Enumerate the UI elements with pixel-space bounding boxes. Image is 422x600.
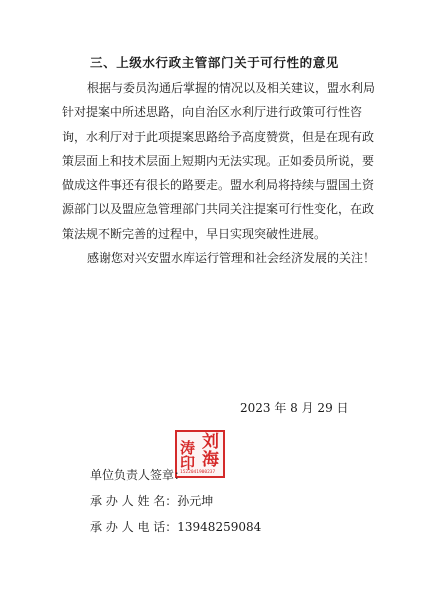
seal-char: 印 <box>180 454 196 472</box>
seal-char: 刘 <box>202 432 219 452</box>
body-text <box>62 76 394 270</box>
handler-name-row <box>90 492 213 509</box>
paragraph-line: 做成这件事还有很长的路要走。盟水利局将持续与盟国土资 <box>62 178 375 193</box>
handler-name-value: 孙元坤 <box>177 494 214 508</box>
leader-signature-row <box>90 466 186 483</box>
handler-name-label: 承 办 人 姓 名： <box>90 494 178 508</box>
seal-char: 海 <box>202 450 219 470</box>
paragraph-line: 询，水利厅对于此项提案思路给予高度赞赏，但是在现有政 <box>62 129 375 144</box>
paragraph-line: 源部门以及盟应急管理部门共同关注提案可行性变化，在政 <box>62 202 375 217</box>
handler-phone-value: 13948259084 <box>177 520 262 534</box>
handler-phone-label: 承 办 人 电 话： <box>90 520 178 534</box>
closing-line: 感谢您对兴安盟水库运行管理和社会经济发展的关注！ <box>87 251 376 266</box>
section-heading: 三、上级水行政主管部门关于可行性的意见 <box>90 55 339 70</box>
document-date: 2023 年 8 月 29 日 <box>240 401 349 415</box>
seal-code: 1522041900237 <box>180 470 216 475</box>
paragraph-line: 策法规不断完善的过程中，早日实现突破性进展。 <box>62 226 327 241</box>
handler-phone-row <box>90 518 261 535</box>
paragraph-line: 针对提案中所述思路，向自治区水利厅进行政策可行性咨 <box>62 105 363 120</box>
paragraph-line: 策层面上和技术层面上短期内无法实现。正如委员所说，要 <box>62 153 375 168</box>
leader-signature-label: 单位负责人签章： <box>90 468 187 482</box>
seal-char: 涛 <box>180 439 196 457</box>
paragraph-line: 根据与委员沟通后掌握的情况以及相关建议，盟水利局 <box>87 81 376 95</box>
